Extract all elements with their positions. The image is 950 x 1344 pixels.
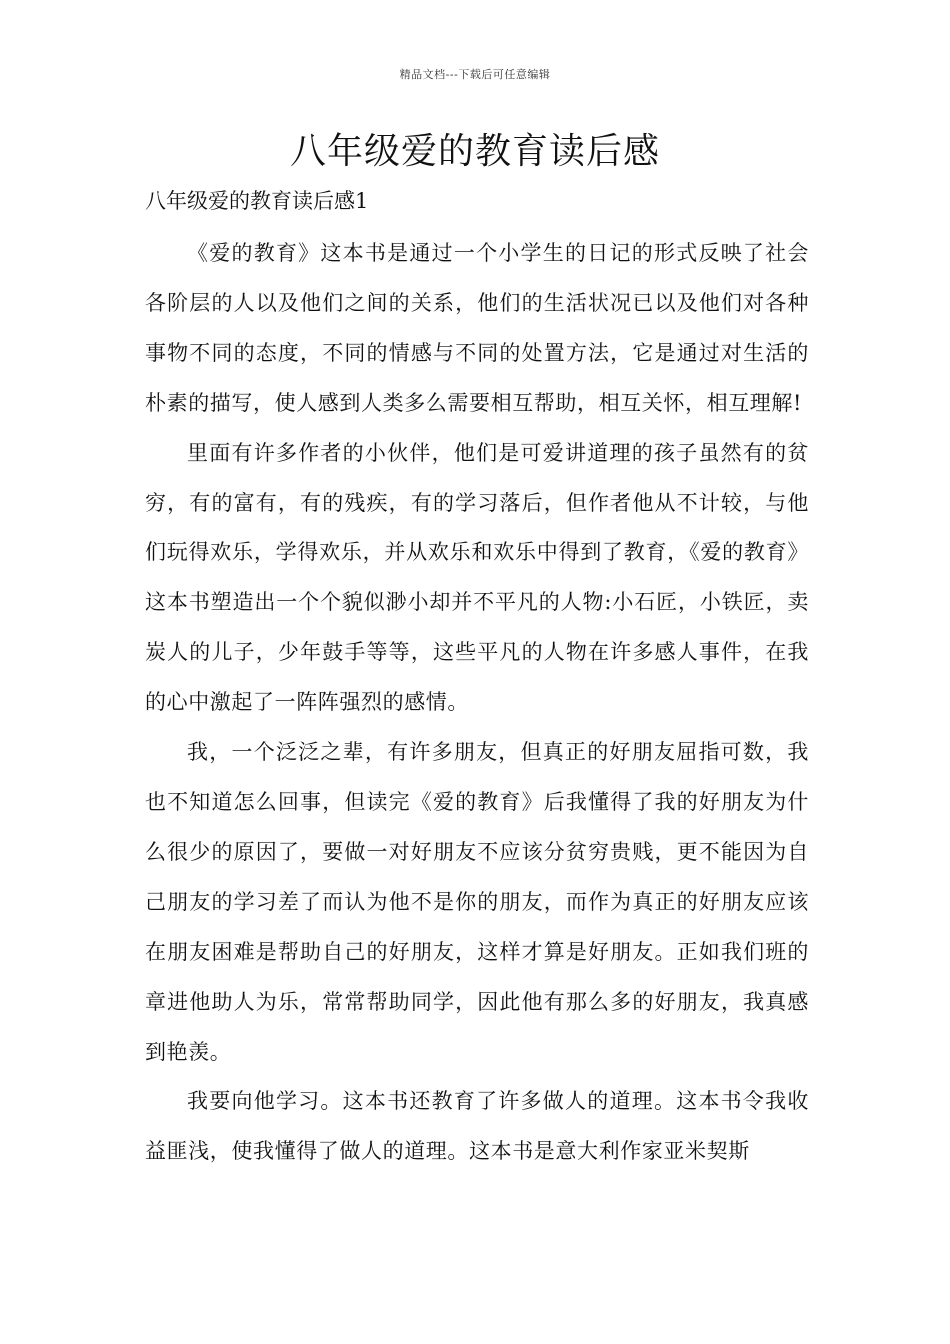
- paragraph-1: 《爱的教育》这本书是通过一个小学生的日记的形式反映了社会各阶层的人以及他们之间的关系，他们的生活状况已以及他们对各种事物不同的态度，不同的情感与不同的处置方法，它是通过对生活的朴素的描写，使人感到人类多么需要相互帮助，相互关怀，相互理解!: [145, 241, 809, 415]
- document-title: 八年级爱的教育读后感: [289, 131, 660, 172]
- paragraph-2: 里面有许多作者的小伙伴，他们是可爱讲道理的孩子虽然有的贫穷，有的富有，有的残疾，有的学习落后，但作者他从不计较，与他们玩得欢乐，学得欢乐，并从欢乐和欢乐中得到了教育，《爱的教育》这本书塑造出一个个貌似渺小却并不平凡的人物:小石匠，小铁匠，卖炭人的儿子，少年鼓手等等，这些平凡的人物在许多感人事件，在我的心中激起了一阵阵强烈的感情。: [145, 440, 809, 715]
- document-body: [145, 229, 809, 1177]
- paragraph-4: 我要向他学习。这本书还教育了许多做人的道理。这本书令我收益匪浅，使我懂得了做人的道理。这本书是意大利作家亚米契斯: [145, 1089, 809, 1164]
- section-subtitle: 八年级爱的教育读后感1: [145, 189, 369, 213]
- header-note: 精品文档---下载后可任意编辑: [399, 68, 551, 81]
- paragraph-3: 我，一个泛泛之辈，有许多朋友，但真正的好朋友屈指可数，我也不知道怎么回事，但读完《爱的教育》后我懂得了我的好朋友为什么很少的原因了，要做一对好朋友不应该分贫穷贵贱，更不能因为自己朋友的学习差了而认为他不是你的朋友，而作为真正的好朋友应该在朋友困难是帮助自己的好朋友，这样才算是好朋友。正如我们班的章进他助人为乐，常常帮助同学，因此他有那么多的好朋友，我真感到艳羡。: [145, 740, 809, 1064]
